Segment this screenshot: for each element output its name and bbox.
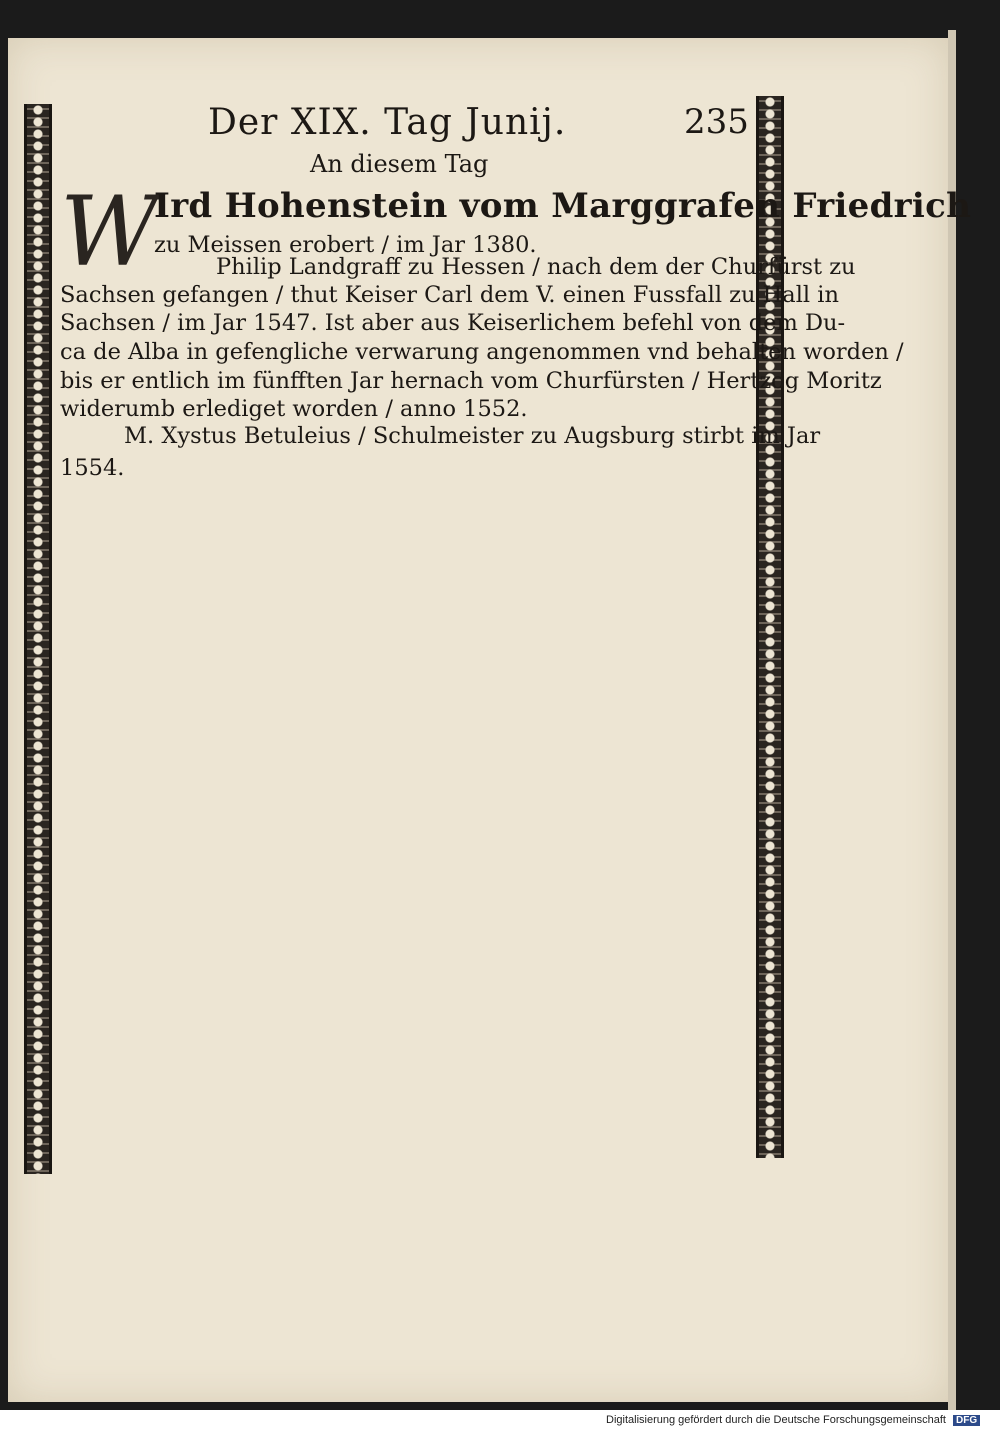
footer-credit bbox=[606, 1414, 980, 1426]
text-line: 1554. bbox=[60, 455, 125, 481]
footer-text: Digitalisierung gefördert durch die Deutsche Forschungsgemeinschaft bbox=[606, 1414, 946, 1426]
text-line: ca de Alba in gefengliche verwarung angenommen vnd behalten worden / bbox=[60, 339, 904, 365]
text-line: Philip Landgraff zu Hessen / nach dem der Churfürst zu bbox=[216, 254, 856, 280]
running-header-title: Der XIX. Tag Junij. bbox=[208, 102, 567, 143]
text-line: bis er entlich im fünfften Jar hernach vom Churfürsten / Hertzog Moritz bbox=[60, 368, 882, 394]
first-text-line: Ird Hohenstein vom Marggrafen Friedrich bbox=[154, 186, 972, 226]
text-line: M. Xystus Betuleius / Schulmeister zu Augsburg stirbt im Jar bbox=[124, 423, 821, 449]
decorated-initial: W bbox=[60, 176, 159, 288]
text-line: Sachsen / im Jar 1547. Ist aber aus Keiserlichem befehl von dem Du- bbox=[60, 310, 846, 336]
section-subheading: An diesem Tag bbox=[310, 150, 489, 178]
text-line: widerumb erlediget worden / anno 1552. bbox=[60, 396, 528, 422]
page-edge bbox=[948, 30, 956, 1410]
left-ornament-border bbox=[24, 104, 52, 1174]
dfg-logo: DFG bbox=[953, 1415, 980, 1426]
text-line: zu Meissen erobert / im Jar 1380. bbox=[154, 232, 537, 258]
text-line: Sachsen gefangen / thut Keiser Carl dem V. einen Fussfall zu Hall in bbox=[60, 282, 839, 308]
page-number: 235 bbox=[684, 102, 749, 142]
